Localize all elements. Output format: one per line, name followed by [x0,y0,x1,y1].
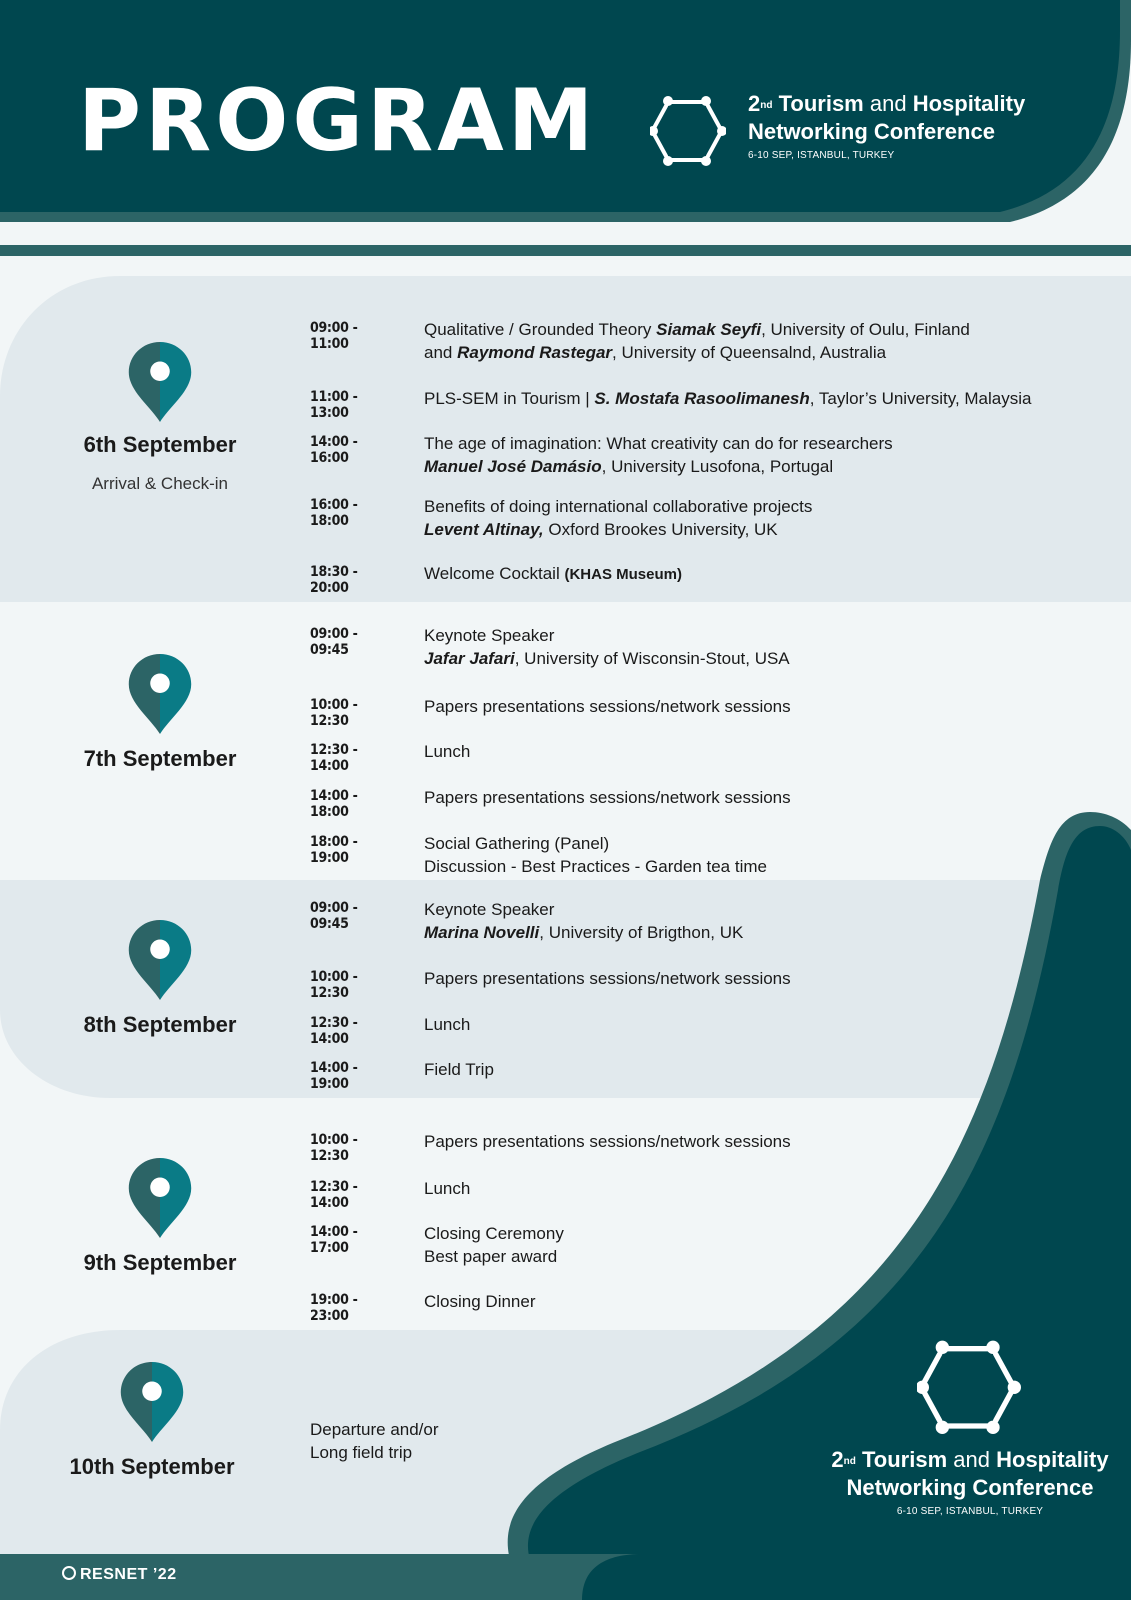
session-text: Qualitative / Grounded Theory [424,320,657,339]
speaker-name: Marina Novelli [424,923,540,942]
session-time: 09:00 - 09:45 [310,626,358,658]
session-description [424,695,1044,718]
speaker-name: S. Mostafa Rasoolimanesh [594,389,810,408]
session-line [424,341,1044,364]
speaker-name: Jafar Jafari [424,649,515,668]
conf-ordinal-suffix: nd [760,100,773,111]
session-line [424,832,1044,855]
session-description [424,740,1044,763]
session-line [424,387,1044,410]
session-description [424,832,1044,878]
location-pin-icon [128,1158,192,1238]
session-text: Benefits of doing international collaborative projects [424,497,813,516]
session-line [424,1058,1044,1081]
conf-subtitle-bottom: 6-10 SEP, ISTANBUL, TURKEY [896,1506,1044,1517]
session-time: 12:30 - 14:00 [310,1179,358,1211]
session-line [424,624,1044,647]
day-title: 9th September [83,1250,237,1275]
session-line [424,1222,1044,1245]
session-description [424,562,1044,586]
session-description [424,318,1044,364]
conf-ordinal-bottom: 2 [831,1447,844,1472]
session-time: 11:00 - 13:00 [310,389,358,421]
session-line [424,318,1044,341]
footer-brand-text: RESNET ’22 [80,1566,177,1583]
session-description [424,1222,1044,1268]
session-text: , University of Oulu, Finland [761,320,970,339]
session-text: Field Trip [424,1060,494,1079]
session-text: Discussion - Best Practices - Garden tea time [424,857,767,876]
session-time: 10:00 - 12:30 [310,697,358,729]
session-line [424,1177,1044,1200]
session-description [424,1013,1044,1036]
session-time: 10:00 - 12:30 [310,969,358,1001]
session-time: 18:30 - 20:00 [310,564,358,596]
session-text: The age of imagination: What creativity can do for researchers [424,434,893,453]
session-text: , University Lusofona, Portugal [601,457,834,476]
session-text: Papers presentations sessions/network sessions [424,969,791,988]
session-time: 12:30 - 14:00 [310,742,358,774]
day-subtitle: Arrival & Check-in [91,474,229,493]
session-description [424,786,1044,809]
session-description [424,898,1044,944]
session-text: Long field trip [310,1443,413,1462]
speaker-name: Manuel José Damásio [424,457,602,476]
session-description [424,1177,1044,1200]
session-text: PLS-SEM in Tourism | [424,389,595,408]
day-title: 7th September [83,746,237,771]
session-time: 16:00 - 18:00 [310,497,358,529]
session-text: Social Gathering (Panel) [424,834,610,853]
session-text: Papers presentations sessions/network sessions [424,788,791,807]
speaker-name: Siamak Seyfi [656,320,762,339]
session-text: , Taylor’s University, Malaysia [809,389,1032,408]
session-text: Departure and/or [310,1420,439,1439]
session-text: Closing Ceremony [424,1224,564,1243]
session-time: 09:00 - 11:00 [310,320,358,352]
conf-name-part1-bottom: Tourism [862,1447,948,1472]
session-line [424,1130,1044,1153]
session-text: , University of Queensalnd, Australia [612,343,887,362]
session-time: 18:00 - 19:00 [310,834,358,866]
conf-subtitle: 6-10 SEP, ISTANBUL, TURKEY [748,150,895,161]
session-description [424,387,1044,410]
session-description [424,1290,1044,1313]
session-line [424,1290,1044,1313]
conference-logo-icon [650,94,726,166]
session-text: Papers presentations sessions/network sessions [424,1132,791,1151]
session-text: Keynote Speaker [424,626,555,645]
session-text: , University of Wisconsin-Stout, USA [514,649,790,668]
location-pin-icon [128,654,192,734]
speaker-name: Raymond Rastegar [457,343,613,362]
session-text: Lunch [424,1015,471,1034]
session-description [424,1130,1044,1153]
session-line [424,898,1044,921]
session-text: and [424,343,458,362]
session-time: 09:00 - 09:45 [310,900,358,932]
session-line [424,432,1044,455]
day-title: 8th September [83,1012,237,1037]
session-description [424,624,1044,670]
session-line [424,562,1044,586]
conf-name-part2-bottom: Hospitality [996,1447,1109,1472]
conference-name-header [748,90,1128,161]
session-line [424,967,1044,990]
session-line [424,518,1044,541]
conf-name-line2-bottom: Networking Conference [846,1475,1094,1500]
session-text: Welcome Cocktail [424,564,565,583]
session-text: Oxford Brookes University, UK [543,520,778,539]
session-time: 14:00 - 18:00 [310,788,358,820]
footer-brand [62,1566,177,1584]
location-pin-icon [120,1362,184,1442]
session-time: 10:00 - 12:30 [310,1132,358,1164]
session-time: 19:00 - 23:00 [310,1292,358,1324]
conf-ordinal: 2 [748,91,761,116]
session-time: 14:00 - 19:00 [310,1060,358,1092]
conference-logo-bottom-icon [917,1338,1021,1434]
location-pin-icon [128,342,192,422]
location-pin-icon [128,920,192,1000]
session-line [424,921,1044,944]
session-line [424,695,1044,718]
session-line [424,455,1044,478]
conf-ordinal-suffix-bottom: nd [843,1456,856,1467]
conf-name-line2: Networking Conference [748,119,995,144]
day-title: 6th September [83,432,237,457]
session-text: Best paper award [424,1247,558,1266]
session-text: Lunch [424,742,471,761]
session-line [310,1418,930,1441]
session-line [424,855,1044,878]
speaker-name: Levent Altinay, [424,520,544,539]
session-text: Papers presentations sessions/network sessions [424,697,791,716]
session-description [424,495,1044,541]
conference-name-bottom [800,1446,1131,1517]
session-line [424,1245,1044,1268]
session-time: 14:00 - 16:00 [310,434,358,466]
session-time: 12:30 - 14:00 [310,1015,358,1047]
footer-curve [582,1540,1131,1600]
session-description [424,967,1044,990]
conf-name-and-bottom: and [953,1447,990,1472]
venue-name: (KHAS Museum) [564,566,682,583]
session-description [424,432,1044,478]
session-time: 14:00 - 17:00 [310,1224,358,1256]
session-line [424,647,1044,670]
session-text: Keynote Speaker [424,900,555,919]
session-line [424,495,1044,518]
resnet-logo-icon [62,1566,76,1580]
session-description [424,1058,1044,1081]
session-text: , University of Brigthon, UK [539,923,744,942]
conf-name-part1: Tourism [778,91,864,116]
session-line [424,786,1044,809]
conf-name-part2: Hospitality [912,91,1026,116]
session-text: Closing Dinner [424,1292,536,1311]
page-title: PROGRAM [78,71,598,171]
day-title: 10th September [69,1454,235,1479]
session-line [424,1013,1044,1036]
conf-name-and: and [869,91,907,116]
session-text: Lunch [424,1179,471,1198]
session-line [424,740,1044,763]
